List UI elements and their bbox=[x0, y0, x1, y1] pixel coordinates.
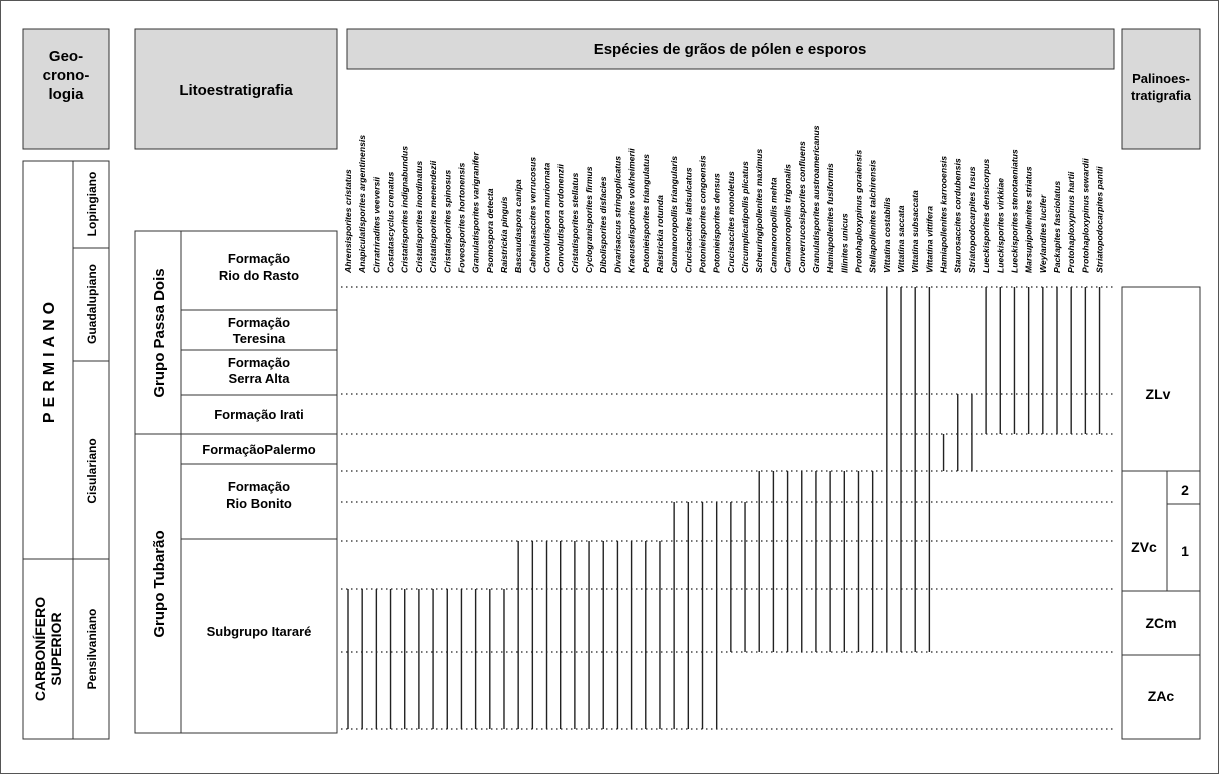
species-label: Cristatisporites menendezii bbox=[428, 160, 439, 273]
lithostratigraphy-header bbox=[135, 29, 337, 149]
species-title: Espécies de grãos de pólen e esporos bbox=[593, 41, 867, 58]
species-label: Costatascyclus crenatus bbox=[385, 171, 396, 273]
boundary-dotted-lines bbox=[341, 287, 1113, 729]
species-header bbox=[347, 29, 1114, 69]
species-label: Striatopodocarpites pantii bbox=[1094, 166, 1105, 273]
formation-palermo: FormaçãoPalermo bbox=[202, 442, 316, 457]
zone-zlv: ZLv bbox=[1145, 386, 1171, 402]
species-label: Hamiapollenites karrooensis bbox=[938, 155, 949, 273]
zone-zvc: ZVc bbox=[1131, 539, 1157, 555]
species-label: Cannanoropollis mehta bbox=[768, 177, 779, 273]
species-label: Vittatina subsaccata bbox=[910, 190, 921, 273]
geochronology-line-3: logia bbox=[48, 86, 84, 103]
formation-teresina-line-2: Teresina bbox=[232, 331, 286, 346]
species-label: Convolutispora ordonenzii bbox=[555, 164, 566, 273]
formation-teresina-line-1: Formação bbox=[227, 315, 291, 330]
species-label: Vittatina vittifera bbox=[924, 205, 935, 273]
formation-rio-bonito-line-2: Rio Bonito bbox=[226, 496, 292, 511]
species-label: Lueckisporites stenotaeniatus bbox=[1009, 149, 1020, 273]
palynostratigraphy-header bbox=[1122, 29, 1200, 149]
species-range-bars bbox=[348, 287, 1100, 729]
species-label: Vittatina saccata bbox=[896, 205, 907, 273]
species-label: Convolutispora muriornata bbox=[541, 162, 552, 273]
species-label: Stellapollenites talchirensis bbox=[867, 159, 878, 273]
lithostratigraphy-title: Litoestratigrafia bbox=[179, 82, 293, 99]
species-label: Psomospora detecta bbox=[484, 188, 495, 273]
species-label: Granulatisporites austroamericanus bbox=[810, 125, 821, 273]
species-label: Potonieisporites densus bbox=[711, 173, 722, 273]
species-label: Cristatisporites inordinatus bbox=[413, 160, 424, 273]
species-label: Ahrensisporites cristatus bbox=[343, 169, 353, 273]
stratigraphic-range-chart bbox=[1, 1, 1218, 773]
species-label: Bascaudaspora canipa bbox=[513, 179, 524, 273]
group-tubarao: Grupo Tubarão bbox=[151, 530, 168, 638]
palynostratigraphy-column bbox=[1122, 287, 1200, 739]
species-label: Cristatisporites stellatus bbox=[569, 172, 580, 273]
period-carbonifero-line-2: SUPERIOR bbox=[48, 612, 64, 686]
formation-serra-alta-line-2: Serra Alta bbox=[228, 371, 290, 386]
zone-zac: ZAc bbox=[1147, 688, 1175, 704]
species-label: Dibolisporites disfacies bbox=[598, 176, 609, 273]
species-label: Circumplicatipollis plicatus bbox=[740, 161, 751, 273]
species-labels bbox=[343, 125, 1105, 274]
geochronology-line-2: crono- bbox=[42, 67, 90, 84]
species-label: Cannanoropollis trigonalis bbox=[782, 164, 793, 273]
species-label: Raistrickia pinguis bbox=[498, 196, 509, 273]
epoch-guadalupiano: Guadalupiano bbox=[85, 263, 99, 345]
species-label: Cannanoropollis triangularis bbox=[669, 156, 680, 273]
species-label: Divarisaccus stringoplicatus bbox=[612, 155, 623, 273]
species-label: Kraeuselisporites volkheimerii bbox=[626, 148, 637, 273]
species-label: Potonieisporites triangulatus bbox=[640, 154, 651, 273]
zone-zvc-1: 1 bbox=[1181, 543, 1189, 559]
palynostratigraphy-line-1: Palinoes- bbox=[1132, 71, 1190, 86]
lithostratigraphy-column bbox=[135, 231, 337, 733]
species-label: Illinites unicus bbox=[839, 213, 850, 273]
species-label: Granulatisporites varigranifer bbox=[470, 152, 481, 273]
epoch-cisulariano: Cisulariano bbox=[85, 438, 99, 504]
species-label: Staurosaccites cordubensis bbox=[952, 158, 963, 273]
species-label: Cristatisporites indignabundus bbox=[399, 145, 410, 273]
species-label: Cyclogranisporites firmus bbox=[584, 166, 595, 273]
species-label: Crucisaccites monoletus bbox=[725, 171, 736, 273]
species-label: Caheniasaccites verrucosus bbox=[527, 156, 538, 273]
species-label: Scheuringipollenites maximus bbox=[754, 148, 765, 273]
species-label: Hamiapollenites fusiformis bbox=[825, 163, 836, 273]
zone-zvc-2: 2 bbox=[1181, 482, 1189, 498]
geochronology-column bbox=[23, 161, 109, 739]
formation-irati: Formação Irati bbox=[214, 407, 304, 422]
species-label: Raistrickia rotunda bbox=[654, 195, 665, 273]
species-label: Packapites fasciolatus bbox=[1052, 180, 1062, 273]
geochronology-header bbox=[23, 29, 109, 149]
period-permiano: PERMIANO bbox=[41, 296, 58, 424]
species-label: Foveosporites hortonensis bbox=[456, 162, 467, 273]
formation-rio-do-rasto-line-2: Rio do Rasto bbox=[218, 268, 300, 283]
species-label: Crucisaccites latisulcatus bbox=[683, 167, 694, 273]
group-passa-dois: Grupo Passa Dois bbox=[151, 268, 168, 398]
geochronology-line-1: Geo- bbox=[48, 48, 84, 65]
species-label: Protohaploxypinus hartii bbox=[1066, 171, 1077, 273]
species-label: Cristatisporites spinosus bbox=[442, 169, 453, 273]
species-label: Converrucosisporites confluens bbox=[796, 141, 807, 273]
species-label: Striatopodocarpites fusus bbox=[966, 166, 977, 273]
period-carbonifero-line-1: CARBONÍFERO bbox=[32, 596, 48, 702]
species-label: Lueckisporites virkkiae bbox=[995, 177, 1006, 273]
formation-rio-bonito-line-1: Formação bbox=[227, 479, 291, 494]
formation-serra-alta-line-1: Formação bbox=[227, 355, 291, 370]
species-label: Anapiculatisporites argentinensis bbox=[357, 134, 368, 273]
palynostratigraphy-line-2: tratigrafia bbox=[1131, 88, 1191, 103]
species-label: Potonieisporites congoensis bbox=[697, 155, 708, 273]
formation-rio-do-rasto-line-1: Formação bbox=[227, 251, 291, 266]
species-label: Vittatina costabilis bbox=[881, 197, 892, 273]
epoch-lopingiano: Lopingiano bbox=[85, 171, 99, 237]
formation-itarare: Subgrupo Itararé bbox=[206, 624, 312, 639]
epoch-pensilvaniano: Pensilvaniano bbox=[85, 608, 99, 690]
zone-zcm: ZCm bbox=[1145, 615, 1177, 631]
species-label: Lueckisporites densicorpus bbox=[981, 158, 992, 273]
species-label: Protohaploxypinus goraiensis bbox=[853, 149, 864, 273]
species-label: Weylandites lucifer bbox=[1037, 194, 1048, 273]
species-label: Cirratriradites veeversii bbox=[371, 176, 382, 273]
species-label: Marsupipollenites striatus bbox=[1023, 166, 1034, 273]
species-label: Protohaploxypinus sewardii bbox=[1080, 158, 1091, 273]
